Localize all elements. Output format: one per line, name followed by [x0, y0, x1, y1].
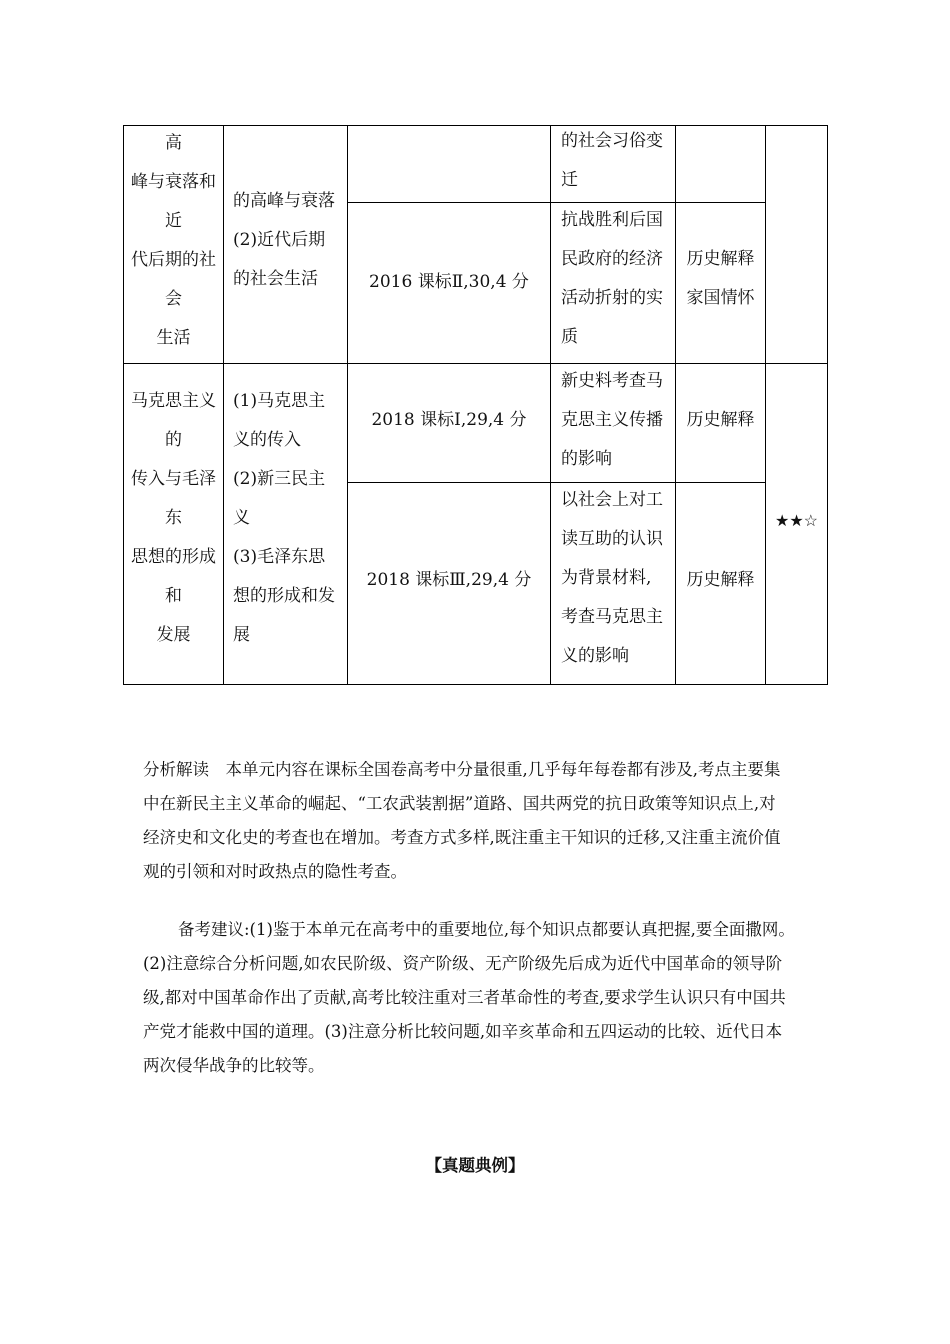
row2-content-line: (2)新三民主	[233, 469, 326, 489]
row1-sub2-point-line: 民政府的经济	[561, 249, 663, 269]
row2-content-line: 展	[233, 625, 250, 645]
col-divider-1	[223, 125, 224, 685]
row1-sub2-literacy-line: 历史解释	[686, 249, 755, 269]
row2-content-cell	[233, 382, 345, 655]
row1-content-line: 的社会生活	[233, 269, 318, 289]
analysis-line: 经济史和文化史的考查也在增加。考查方式多样,既注重主干知识的迁移,又注重主流价值	[143, 828, 781, 847]
row1-topic-line: 峰与衰落和	[131, 172, 216, 192]
row2-sub1-point-line: 克思主义传播	[561, 410, 663, 430]
col-divider-3	[550, 125, 551, 685]
row1-content-cell	[233, 182, 345, 299]
suggestion-paragraph	[143, 913, 823, 1083]
row1-sub2-point-line: 抗战胜利后国	[561, 210, 663, 230]
row2-sub-divider	[347, 482, 766, 483]
row2-topic-cell	[124, 382, 223, 655]
row2-content-line: 想的形成和发	[233, 586, 335, 606]
row2-sub2-point-line: 读互助的认识	[561, 529, 663, 549]
suggestion-line: 两次侵华战争的比较等。	[143, 1056, 325, 1075]
row2-topic-line: 思想的形成	[131, 547, 216, 567]
row2-topic-line: 东	[165, 508, 182, 528]
row1-sub-divider	[347, 202, 766, 203]
row2-topic-line: 马克思主义	[131, 391, 216, 411]
row1-sub2-literacy-cell	[676, 240, 765, 318]
row1-content-line: 的高峰与衰落	[233, 191, 335, 211]
row2-sub2-point-cell	[561, 481, 673, 676]
analysis-line: 中在新民主主义革命的崛起、“工农武装割据”道路、国共两党的抗日政策等知识点上,对	[143, 794, 776, 813]
row1-sub1-point-line: 迁	[561, 170, 578, 190]
row1-topic-line: 高	[165, 133, 182, 153]
row2-sub1-exam-cell: 2018 课标Ⅰ,29,4 分	[371, 410, 527, 430]
analysis-line: 观的引领和对时政热点的隐性考查。	[143, 862, 407, 881]
row1-sub2-point-line: 质	[561, 327, 578, 347]
suggestion-line: 级,都对中国革命作出了贡献,高考比较注重对三者革命性的考查,要求学生认识只有中国共	[143, 988, 786, 1007]
row2-content-line: (3)毛泽东思	[233, 547, 326, 567]
row2-sub2-exam-cell: 2018 课标Ⅲ,29,4 分	[366, 570, 532, 590]
row2-sub1-point-line: 的影响	[561, 449, 612, 469]
table-border-top	[123, 125, 828, 126]
row2-sub2-point-line: 为背景材料,	[561, 568, 652, 588]
row1-sub2-point-line: 活动折射的实	[561, 288, 663, 308]
row2-sub1-point-line: 新史料考查马	[561, 371, 663, 391]
row2-topic-line: 的	[165, 430, 182, 450]
row2-topic-line: 发展	[156, 625, 191, 645]
row2-content-line: (1)马克思主	[233, 391, 326, 411]
row1-topic-cell	[124, 124, 223, 358]
suggestion-line: (2)注意综合分析问题,如农民阶级、资产阶级、无产阶级先后成为近代中国革命的领导阶	[143, 954, 783, 973]
row2-sub1-literacy-cell	[676, 401, 765, 440]
row2-topic-line: 和	[165, 586, 182, 606]
row1-topic-line: 会	[165, 289, 182, 309]
col-divider-5	[765, 125, 766, 685]
row1-topic-line: 代后期的社	[131, 250, 216, 270]
row1-sub2-exam-cell: 2016 课标Ⅱ,30,4 分	[369, 272, 529, 292]
suggestion-line: 备考建议:(1)鉴于本单元在高考中的重要地位,每个知识点都要认真把握,要全面撒网。	[178, 920, 795, 939]
row2-sub1-point-cell	[561, 362, 673, 479]
row1-sub1-point-cell	[561, 122, 673, 200]
row1-topic-line: 生活	[156, 328, 191, 348]
row2-sub2-point-line: 以社会上对工	[561, 490, 663, 510]
row-divider	[123, 363, 828, 364]
suggestion-line: 产党才能救中国的道理。(3)注意分析比较问题,如辛亥革命和五四运动的比较、近代日本	[143, 1022, 783, 1041]
analysis-paragraph	[143, 753, 823, 889]
row1-content-line: (2)近代后期	[233, 230, 326, 250]
table-border-bottom	[123, 684, 828, 685]
row1-topic-line: 近	[165, 211, 182, 231]
row1-sub2-literacy-line: 家国情怀	[686, 288, 755, 308]
row2-topic-line: 传入与毛泽	[131, 469, 216, 489]
row2-sub1-literacy-line: 历史解释	[686, 410, 755, 430]
row2-difficulty-stars: ★★☆	[774, 511, 819, 530]
row2-sub2-point-line: 义的影响	[561, 646, 629, 666]
table-border-right	[827, 125, 828, 685]
row1-sub1-point-line: 的社会习俗变	[561, 131, 663, 151]
analysis-line: 分析解读 本单元内容在课标全国卷高考中分量很重,几乎每年每卷都有涉及,考点主要集	[143, 760, 781, 779]
section-heading: 【真题典例】	[425, 1156, 525, 1175]
row1-sub2-point-cell	[561, 201, 673, 357]
row2-content-line: 义	[233, 508, 250, 528]
row2-sub2-point-line: 考查马克思主	[561, 607, 663, 627]
row2-sub2-literacy-line: 历史解释	[686, 570, 755, 590]
row2-content-line: 义的传入	[233, 430, 301, 450]
row2-sub2-literacy-cell	[676, 561, 765, 600]
